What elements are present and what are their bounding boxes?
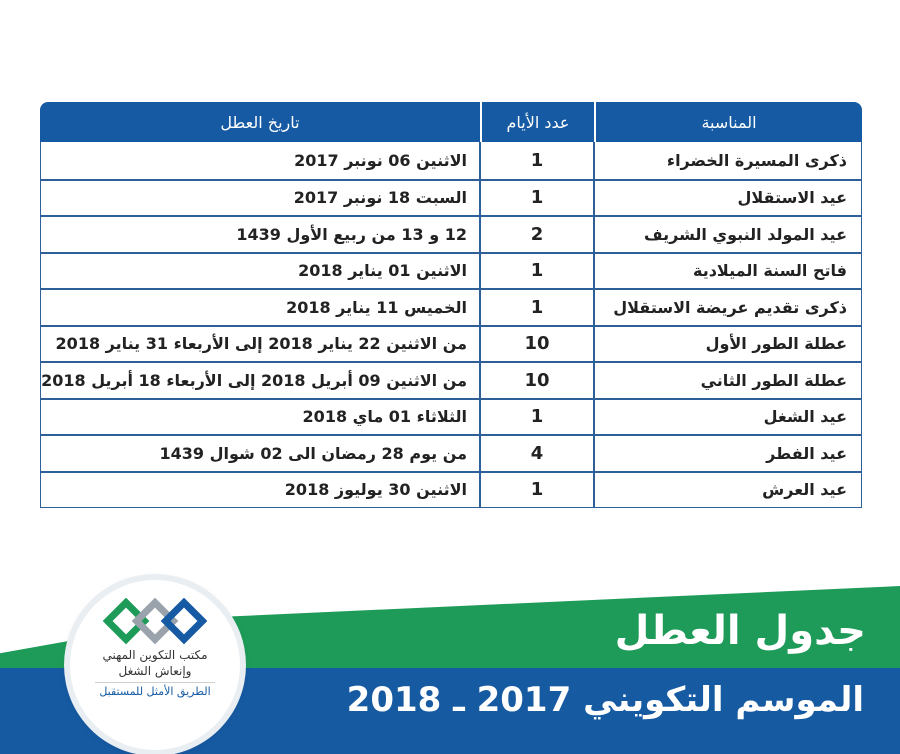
table-row: [41, 434, 861, 471]
cell-days: 2: [479, 217, 595, 252]
cell-date: من يوم 28 رمضان الى 02 شوال 1439: [159, 443, 467, 463]
table-row: [41, 215, 861, 252]
logo-name-line2: وإنعاش الشغل: [118, 664, 192, 678]
table-body: [40, 142, 862, 508]
cell-occasion: عيد الشغل: [763, 407, 847, 427]
cell-days: 1: [479, 142, 595, 179]
holiday-table: [40, 102, 862, 508]
cell-occasion: عطلة الطور الثاني: [700, 370, 847, 390]
cell-occasion: عيد المولد النبوي الشريف: [644, 224, 847, 244]
table-row: [41, 361, 861, 398]
cell-days: 10: [479, 327, 595, 362]
table-row: [41, 471, 861, 508]
table-row: [41, 325, 861, 362]
cell-occasion: عيد الاستقلال: [737, 188, 847, 208]
cell-occasion: فاتح السنة الميلادية: [693, 261, 847, 281]
table-row: [41, 252, 861, 289]
cell-occasion: عيد الفطر: [766, 443, 847, 463]
cell-days: 1: [479, 181, 595, 216]
cell-occasion: ذكرى المسيرة الخضراء: [666, 150, 847, 170]
table-row: [41, 179, 861, 216]
cell-date: الاثنين 01 يناير 2018: [298, 261, 467, 281]
logo-emblem-icon: [103, 598, 207, 646]
cell-date: من الاثنين 09 أبريل 2018 إلى الأربعاء 18 أبريل 2018: [41, 370, 467, 390]
cell-date: الاثنين 30 يوليوز 2018: [284, 480, 467, 500]
cell-date: الثلاثاء 01 ماي 2018: [302, 407, 467, 427]
cell-days: 4: [479, 436, 595, 471]
cell-date: السبت 18 نونبر 2017: [293, 188, 467, 208]
header-days: عدد الأيام: [480, 102, 596, 142]
cell-occasion: ذكرى تقديم عريضة الاستقلال: [613, 297, 847, 317]
cell-date: من الاثنين 22 يناير 2018 إلى الأربعاء 31 يناير 2018: [55, 334, 467, 354]
header-occasion: المناسبة: [701, 112, 757, 132]
ofppt-logo: [70, 580, 240, 750]
table-header: [40, 102, 862, 142]
table-row: [41, 288, 861, 325]
cell-date: الاثنين 06 نونبر 2017: [294, 150, 467, 170]
header-date: تاريخ العطل: [220, 112, 300, 132]
table-row: [41, 398, 861, 435]
table-row: [41, 142, 861, 179]
cell-days: 1: [479, 254, 595, 289]
cell-date: الخميس 11 يناير 2018: [286, 297, 467, 317]
cell-occasion: عيد العرش: [762, 480, 847, 500]
logo-tagline: الطريق الأمثل للمستقبل: [95, 682, 215, 698]
cell-days: 1: [479, 290, 595, 325]
logo-name-line1: مكتب التكوين المهني: [102, 648, 208, 662]
cell-days: 1: [479, 473, 595, 508]
banner-subtitle: الموسم التكويني 2017 ـ 2018: [346, 680, 864, 720]
cell-days: 10: [479, 363, 595, 398]
cell-date: 12 و 13 من ربيع الأول 1439: [236, 224, 467, 244]
banner-title: جدول العطل: [614, 608, 866, 654]
cell-days: 1: [479, 400, 595, 435]
cell-occasion: عطلة الطور الأول: [705, 334, 847, 354]
